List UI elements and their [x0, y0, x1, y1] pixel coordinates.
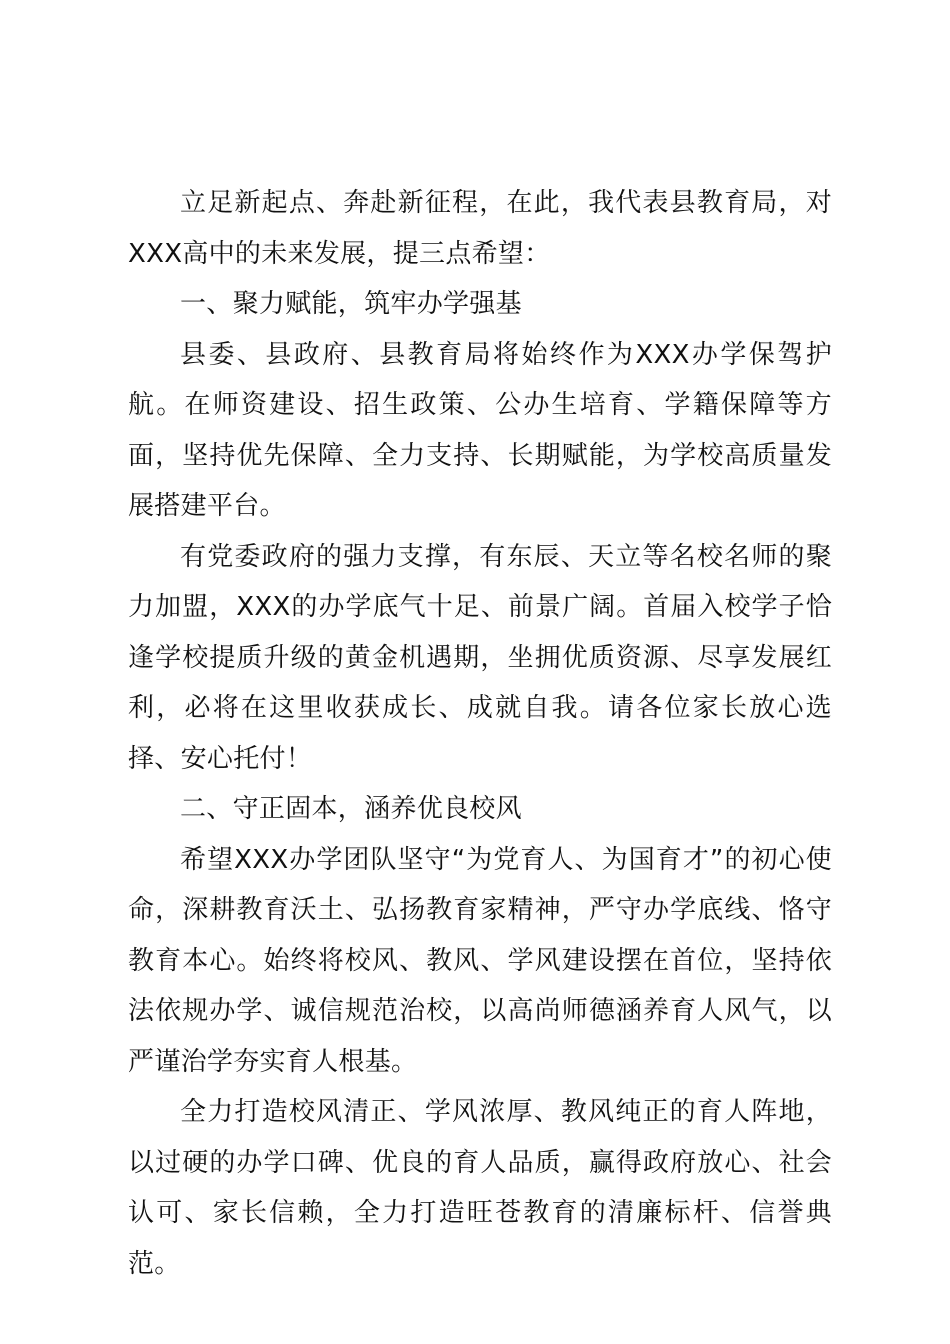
document-body	[128, 178, 832, 1289]
section-1-paragraph-2: 有党委政府的强力支撑，有东辰、天立等名校名师的聚力加盟，XXX的办学底气十足、前景广阔。首届入校学子恰逢学校提质升级的黄金机遇期，坐拥优质资源、尽享发展红利，必将在这里收获成长、成就自我。请各位家长放心选择、安心托付！	[128, 541, 832, 774]
intro-paragraph: 立足新起点、奔赴新征程，在此，我代表县教育局，对XXX高中的未来发展，提三点希望：	[128, 188, 832, 269]
section-2-paragraph-1: 希望XXX办学团队坚守“为党育人、为国育才”的初心使命，深耕教育沃土、弘扬教育家精神，严守办学底线、恪守教育本心。始终将校风、教风、学风建设摆在首位，坚持依法依规办学、诚信规范治校，以高尚师德涵养育人风气，以严谨治学夯实育人根基。	[128, 844, 832, 1077]
section-1-paragraph-1: 县委、县政府、县教育局将始终作为XXX办学保驾护航。在师资建设、招生政策、公办生培育、学籍保障等方面，坚持优先保障、全力支持、长期赋能，为学校高质量发展搭建平台。	[128, 339, 832, 521]
section-2-paragraph-2: 全力打造校风清正、学风浓厚、教风纯正的育人阵地，以过硬的办学口碑、优良的育人品质，赢得政府放心、社会认可、家长信赖，全力打造旺苍教育的清廉标杆、信誉典范。	[128, 1097, 832, 1279]
section-2-heading: 二、守正固本，涵养优良校风	[180, 794, 522, 824]
section-1-heading: 一、聚力赋能，筑牢办学强基	[180, 289, 522, 319]
